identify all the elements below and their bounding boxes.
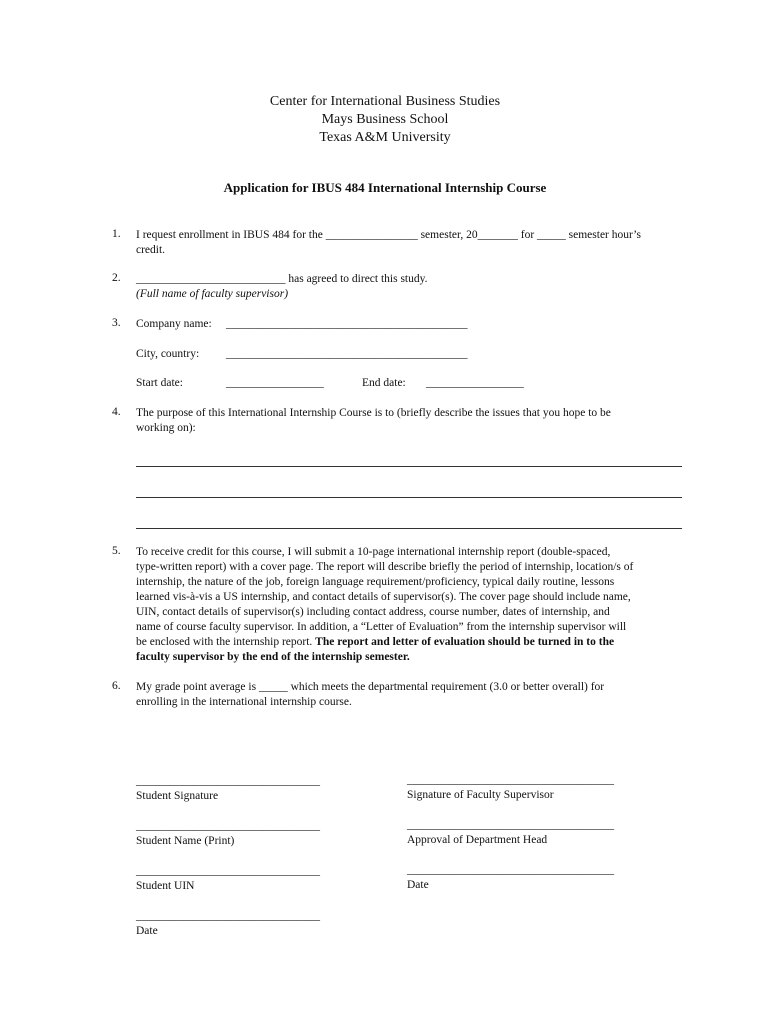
item-5-number: 5. — [112, 545, 121, 557]
item-5-line-8-emphasis: faculty supervisor by the end of the internship semester. — [136, 651, 410, 663]
right-date-line[interactable]: ____________________________________ — [407, 864, 614, 876]
purpose-answer-line-3[interactable] — [136, 528, 682, 529]
item-5-line-7 — [136, 635, 614, 650]
item-1-line-2: credit. — [136, 244, 166, 256]
item-6-number: 6. — [112, 680, 121, 692]
item-1-number: 1. — [112, 228, 121, 240]
item-2-supervisor-hint: (Full name of faculty supervisor) — [136, 288, 289, 300]
student-signature-line[interactable]: ________________________________ — [136, 775, 320, 787]
item-2-line-1: __________________________ has agreed to direct this study. — [136, 273, 428, 285]
company-name-field[interactable]: __________________________________________ — [226, 318, 468, 330]
start-date-field[interactable]: _________________ — [226, 377, 324, 389]
company-name-label: Company name: — [136, 318, 212, 330]
left-date-line[interactable]: ________________________________ — [136, 910, 320, 922]
item-5-line-6: name of course faculty supervisor. In addition, a “Letter of Evaluation” from the internship supervisor will — [136, 621, 627, 633]
end-date-label: End date: — [362, 377, 406, 389]
header-line-2: Mays Business School — [321, 112, 449, 127]
item-5-line-7-text: be enclosed with the internship report. — [136, 636, 313, 648]
student-signature-label: Student Signature — [136, 790, 219, 802]
faculty-signature-label: Signature of Faculty Supervisor — [407, 789, 554, 801]
item-6-line-1: My grade point average is _____ which meets the departmental requirement (3.0 or better overall) for — [136, 681, 605, 693]
student-name-label: Student Name (Print) — [136, 835, 235, 847]
item-5-line-5: UIN, contact details of supervisor(s) including contact address, course number, dates of internship, and — [136, 606, 610, 618]
student-uin-label: Student UIN — [136, 880, 195, 892]
student-uin-line[interactable]: ________________________________ — [136, 865, 320, 877]
item-5-line-1: To receive credit for this course, I will submit a 10-page international internship report (double-spaced, — [136, 546, 611, 558]
faculty-signature-line[interactable]: ____________________________________ — [407, 774, 614, 786]
header-line-3: Texas A&M University — [319, 130, 451, 145]
item-5-line-4: learned vis-à-vis a US internship, and contact details of supervisor(s). The cover page should include name, — [136, 591, 631, 603]
dept-head-line[interactable]: ____________________________________ — [407, 819, 614, 831]
end-date-field[interactable]: _________________ — [426, 377, 524, 389]
item-3-number: 3. — [112, 317, 121, 329]
start-date-label: Start date: — [136, 377, 183, 389]
item-5-line-7-emphasis: The report and letter of evaluation should be turned in to the — [315, 636, 615, 648]
item-1-line-1: I request enrollment in IBUS 484 for the ________________ semester, 20_______ for _____ semester hour’s — [136, 229, 641, 241]
dept-head-label: Approval of Department Head — [407, 834, 548, 846]
right-date-label: Date — [407, 879, 429, 891]
item-5-line-3: internship, the nature of the job, foreign language requirement/proficiency, typical daily routine, lessons — [136, 576, 615, 588]
city-country-label: City, country: — [136, 348, 200, 360]
student-name-line[interactable]: ________________________________ — [136, 820, 320, 832]
item-4-number: 4. — [112, 406, 121, 418]
item-6-line-2: enrolling in the international internship course. — [136, 696, 352, 708]
header-line-1: Center for International Business Studies — [269, 94, 501, 109]
item-4-line-1: The purpose of this International Internship Course is to (briefly describe the issues that you hope to be — [136, 407, 611, 419]
purpose-answer-line-1[interactable] — [136, 466, 682, 467]
city-country-field[interactable]: __________________________________________ — [226, 348, 468, 360]
left-date-label: Date — [136, 925, 158, 937]
item-5-line-2: type-written report) with a cover page. The report will describe briefly the period of internship, location/s of — [136, 561, 634, 573]
form-title: Application for IBUS 484 International Internship Course — [223, 180, 547, 195]
item-2-number: 2. — [112, 272, 121, 284]
item-4-line-2: working on): — [136, 422, 196, 434]
purpose-answer-line-2[interactable] — [136, 497, 682, 498]
